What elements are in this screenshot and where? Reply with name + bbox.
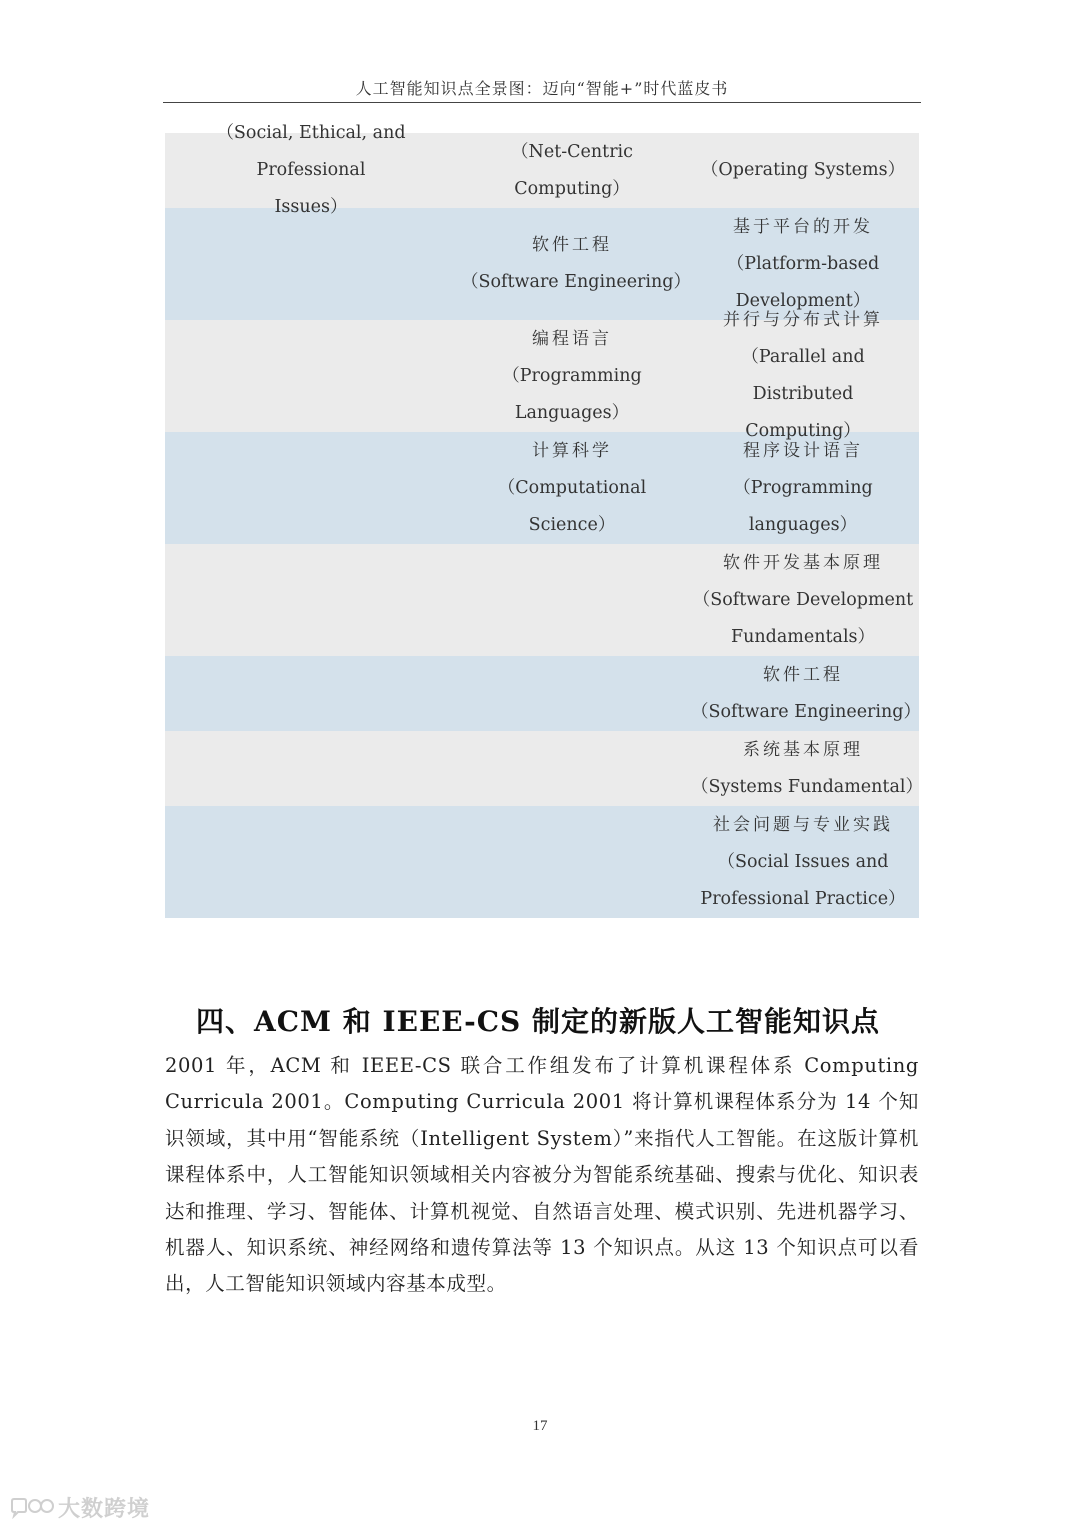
cell-line: Computing） (745, 421, 861, 441)
table-cell (687, 310, 919, 441)
table-row (165, 731, 923, 806)
cell-line: （Computational (497, 477, 647, 498)
table-cell (687, 656, 919, 731)
cell-line: 并行与分布式计算 (723, 310, 883, 330)
table-cell (165, 123, 457, 217)
table-cell (457, 544, 687, 656)
table-cell (165, 208, 457, 320)
cell-line: Computing） (514, 178, 630, 199)
cell-line: （Software Development (692, 589, 914, 610)
table-cell (687, 806, 919, 918)
table-cell (457, 731, 687, 806)
cell-line: 软件开发基本原理 (723, 552, 883, 573)
table-cell (457, 656, 687, 731)
table-cell (687, 731, 923, 806)
cell-line: Languages） (514, 402, 630, 423)
page-number: 17 (532, 1418, 548, 1434)
cell-line: （Operating Systems） (700, 160, 906, 180)
cell-line: 基于平台的开发 (733, 216, 873, 237)
cell-line: （Systems Fundamental） (691, 776, 923, 797)
table-cell (165, 432, 457, 544)
cell-line: （Platform-based (726, 253, 880, 274)
watermark (8, 1492, 150, 1523)
table-row (165, 544, 919, 656)
cell-line: （Net-Centric (511, 141, 633, 162)
cell-line: Development） (735, 290, 871, 311)
table-cell (457, 320, 687, 432)
cell-line: 社会问题与专业实践 (713, 814, 893, 835)
table-row (165, 806, 919, 918)
table-cell (165, 320, 457, 432)
table-cell (457, 432, 687, 544)
table-cell (457, 208, 691, 320)
cell-line: （Social, Ethical, and Professional (216, 123, 406, 180)
table-cell (457, 806, 687, 918)
cell-line: Science） (528, 514, 616, 535)
table-cell (687, 432, 919, 544)
table-cell (165, 731, 457, 806)
cell-line: （Social Issues and (717, 851, 889, 872)
table-row (165, 310, 919, 441)
table-cell (687, 544, 919, 656)
watermark-text: 大数跨境 (58, 1497, 151, 1522)
cell-line: （Parallel and Distributed (741, 347, 865, 404)
table-cell (165, 806, 457, 918)
cell-line: Professional Practice） (700, 888, 906, 909)
cell-line: （Programming (502, 365, 642, 386)
table-cell (165, 656, 457, 731)
table-cell (457, 133, 687, 208)
cell-line: 软件工程 (763, 664, 843, 685)
cell-line: 程序设计语言 (743, 440, 863, 461)
running-header: 人工智能知识点全景图：迈向“智能+”时代蓝皮书 (163, 76, 921, 103)
body-paragraph: 2001 年，ACM 和 IEEE-CS 联合工作组发布了计算机课程体系 Computing Curricula 2001。Computing Curricula 2001 将计算机课程体系分为 14 个知识领域，其中用“智能系统（Intelligent System）”来指代人工智能。在这版计算机课程体系中，人工智能知识领域相关内容被分为智能系统基础、搜索与优化、知识表达和推理、学习、智能体、计算机视觉、自然语言处理、模式识别、先进机器学习、机器人、知识系统、神经网络和遗传算法等 13 个知识点。从这 13 个知识点可以看出，人工智能知识领域内容基本成型。 (165, 1054, 919, 1296)
curriculum-table (165, 123, 923, 918)
cell-line: 编程语言 (532, 328, 612, 349)
cell-line: （Software Engineering） (461, 272, 691, 292)
table-row (165, 432, 919, 544)
speech-bubble-logo-icon (8, 1497, 54, 1519)
cell-line: Issues） (274, 197, 348, 217)
table-cell (165, 544, 457, 656)
table-row (165, 656, 919, 731)
cell-line: （Programming languages） (733, 477, 873, 535)
cell-line: 计算科学 (532, 440, 612, 461)
cell-line: 系统基本原理 (743, 739, 863, 760)
cell-line: Fundamentals） (730, 626, 876, 647)
cell-line: （Software Engineering） (691, 701, 921, 722)
cell-line: 软件工程 (532, 235, 612, 255)
table-row (165, 123, 919, 217)
table-cell (687, 133, 919, 208)
section-heading: 四、ACM 和 IEEE-CS 制定的新版人工智能知识点 (196, 1005, 881, 1038)
